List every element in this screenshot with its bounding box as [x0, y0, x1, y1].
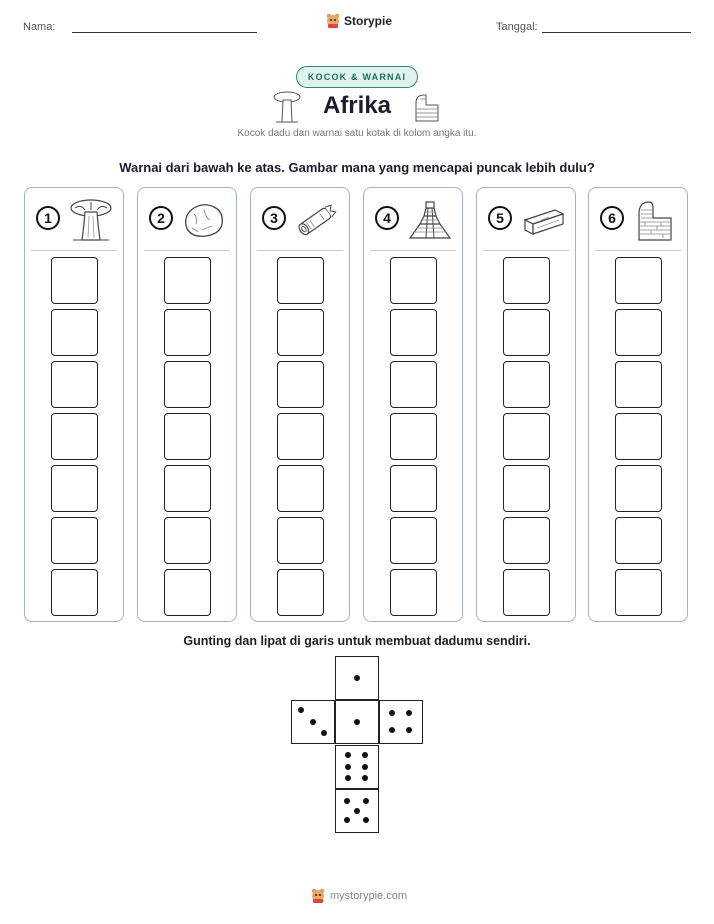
die-pip — [354, 719, 360, 725]
color-box[interactable] — [615, 309, 662, 356]
color-box[interactable] — [390, 465, 437, 512]
rock-icon — [180, 198, 228, 242]
color-box[interactable] — [503, 257, 550, 304]
die-face-5 — [335, 789, 379, 833]
color-box[interactable] — [277, 517, 324, 564]
column-header — [138, 188, 236, 250]
color-box[interactable] — [503, 309, 550, 356]
baobab-tree-icon — [67, 198, 115, 242]
color-box[interactable] — [164, 569, 211, 616]
column-4 — [363, 187, 463, 622]
color-box[interactable] — [51, 361, 98, 408]
storypie-mascot-icon — [326, 13, 340, 29]
color-box[interactable] — [277, 569, 324, 616]
color-box[interactable] — [615, 257, 662, 304]
column-number: 6 — [600, 206, 624, 230]
color-box[interactable] — [277, 309, 324, 356]
column-divider — [595, 250, 681, 251]
die-pip — [310, 719, 316, 725]
column-5 — [476, 187, 576, 622]
color-box[interactable] — [615, 517, 662, 564]
die-face-6 — [335, 745, 379, 789]
column-number: 2 — [149, 206, 173, 230]
footer — [310, 888, 407, 904]
column-divider — [31, 250, 117, 251]
coloring-instruction: Warnai dari bawah ke atas. Gambar mana yang mencapai puncak lebih dulu? — [119, 160, 595, 175]
color-box[interactable] — [277, 413, 324, 460]
activity-badge: KOCOK & WARNAI — [296, 66, 418, 88]
color-box[interactable] — [503, 569, 550, 616]
die-pip — [363, 798, 369, 804]
great-zimbabwe-tower-icon — [631, 198, 679, 242]
cut-instruction: Gunting dan lipat di garis untuk membuat dadumu sendiri. — [183, 634, 531, 648]
color-box[interactable] — [615, 413, 662, 460]
color-box[interactable] — [277, 361, 324, 408]
color-box[interactable] — [390, 569, 437, 616]
color-box[interactable] — [503, 413, 550, 460]
color-box[interactable] — [164, 413, 211, 460]
brand-name: Storypie — [344, 14, 393, 28]
name-label: Nama: — [23, 21, 56, 33]
color-box[interactable] — [503, 517, 550, 564]
color-box[interactable] — [390, 517, 437, 564]
column-number: 3 — [262, 206, 286, 230]
die-pip — [389, 710, 395, 716]
color-box[interactable] — [164, 517, 211, 564]
color-box[interactable] — [615, 569, 662, 616]
color-box[interactable] — [615, 361, 662, 408]
brand-logo — [326, 13, 392, 29]
column-header — [251, 188, 349, 250]
die-pip — [345, 752, 351, 758]
column-divider — [257, 250, 343, 251]
salt-brick-icon — [519, 198, 567, 242]
color-box[interactable] — [615, 465, 662, 512]
column-1 — [24, 187, 124, 622]
die-pip — [354, 808, 360, 814]
color-box[interactable] — [164, 361, 211, 408]
die-pip — [406, 727, 412, 733]
column-header — [364, 188, 462, 250]
color-box[interactable] — [390, 257, 437, 304]
die-pip — [362, 764, 368, 770]
color-box[interactable] — [51, 413, 98, 460]
color-box[interactable] — [51, 465, 98, 512]
column-header — [589, 188, 687, 250]
die-face-1 — [335, 700, 379, 744]
column-number: 1 — [36, 206, 60, 230]
column-3 — [250, 187, 350, 622]
scroll-icon — [293, 198, 341, 242]
die-pip — [406, 710, 412, 716]
color-box[interactable] — [51, 257, 98, 304]
subtitle: Kocok dadu dan warnai satu kotak di kolom angka itu. — [237, 128, 477, 139]
tower-title-icon — [410, 91, 442, 123]
column-2 — [137, 187, 237, 622]
color-box[interactable] — [390, 361, 437, 408]
column-number: 5 — [488, 206, 512, 230]
color-box[interactable] — [164, 309, 211, 356]
name-line[interactable] — [72, 32, 257, 33]
die-pip — [321, 730, 327, 736]
color-box[interactable] — [503, 465, 550, 512]
color-box[interactable] — [390, 413, 437, 460]
page-title: Afrika — [322, 92, 392, 119]
die-pip — [344, 798, 350, 804]
color-box[interactable] — [51, 517, 98, 564]
color-box[interactable] — [51, 309, 98, 356]
column-divider — [483, 250, 569, 251]
column-header — [25, 188, 123, 250]
color-box[interactable] — [277, 465, 324, 512]
column-number: 4 — [375, 206, 399, 230]
die-pip — [298, 707, 304, 713]
die-face-1 — [335, 656, 379, 700]
date-label: Tanggal: — [496, 21, 538, 33]
column-divider — [370, 250, 456, 251]
column-6 — [588, 187, 688, 622]
baobab-title-icon — [272, 90, 302, 124]
color-box[interactable] — [164, 257, 211, 304]
color-box[interactable] — [164, 465, 211, 512]
die-face-3 — [291, 700, 335, 744]
column-divider — [144, 250, 230, 251]
footer-url: mystorypie.com — [330, 890, 408, 902]
die-pip — [345, 764, 351, 770]
die-pip — [362, 775, 368, 781]
die-pip — [354, 675, 360, 681]
date-line[interactable] — [542, 32, 691, 33]
die-face-4 — [379, 700, 423, 744]
color-box[interactable] — [503, 361, 550, 408]
color-box[interactable] — [51, 569, 98, 616]
pyramid-icon — [406, 198, 454, 242]
die-pip — [345, 775, 351, 781]
color-box[interactable] — [390, 309, 437, 356]
die-pip — [363, 817, 369, 823]
die-pip — [362, 752, 368, 758]
storypie-mascot-icon — [310, 888, 326, 904]
color-box[interactable] — [277, 257, 324, 304]
die-pip — [389, 727, 395, 733]
die-pip — [344, 817, 350, 823]
column-header — [477, 188, 575, 250]
